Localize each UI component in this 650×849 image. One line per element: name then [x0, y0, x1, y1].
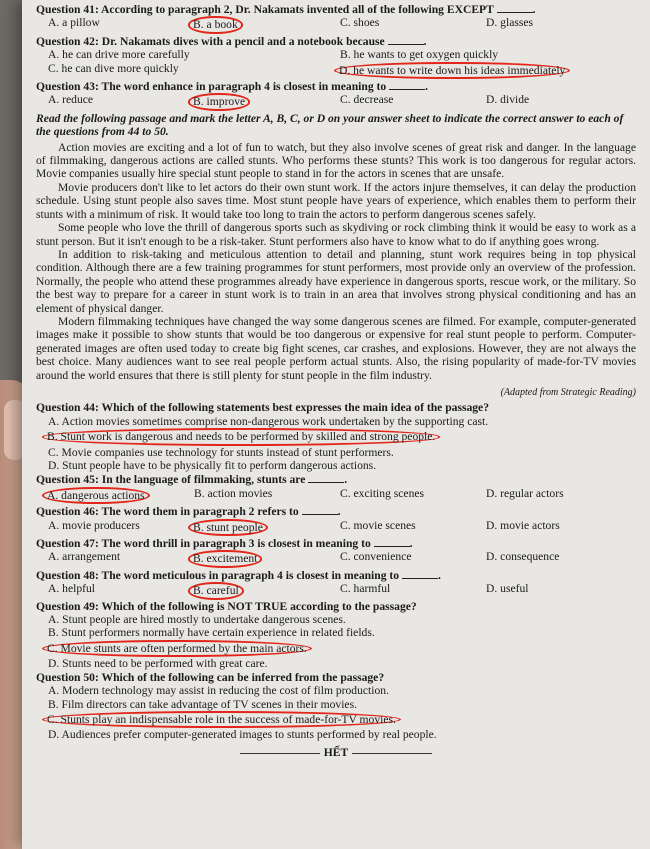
- passage-paragraph-2: Movie producers don't like to let actors do their own stunt work. If the actors injure themselves, it can delay the production schedule. Using stunt people also saves time. Most stunt people have years of experience, which enables them to perform their stunts with a minimum of risk. It would take too long to train the actors to perform dangerous scenes safely.: [36, 180, 636, 221]
- question-48-stem: Question 48: The word meticulous in paragraph 4 is closest in meaning to: [36, 568, 400, 582]
- question-48: Question 48: The word meticulous in paragraph 4 is closest in meaning to .: [36, 568, 441, 582]
- option-41-d[interactable]: D. glasses: [486, 16, 534, 30]
- answer-circle: B. excitement: [188, 550, 262, 567]
- option-46-c[interactable]: C. movie scenes: [340, 518, 416, 532]
- answer-blank: [302, 504, 338, 515]
- option-47-c[interactable]: C. convenience: [340, 550, 412, 564]
- question-47: Question 47: The word thrill in paragraph 3 is closest in meaning to .: [36, 537, 413, 551]
- passage-paragraph-5: Modern filmmaking techniques have changed the way some dangerous scenes are filmed. For example, computer-generated images make it possible to show stunts that would be too dangerous or expensive for real stunt people to perform. Computer-generated images are often used today to create big fight scenes, car crashes, and explosions. However, they are not always the best choice. Many audiences want to see real people perform actual stunts. Also, the rising popularity of made-for-TV movies around the world ensures that there is still plenty for stunt people in the film industry.: [36, 314, 636, 382]
- answer-circle: B. a book: [188, 16, 243, 33]
- option-42-c[interactable]: C. he can dive more quickly: [48, 61, 179, 75]
- option-43-d[interactable]: D. divide: [486, 93, 530, 107]
- answer-blank: [389, 79, 425, 90]
- exam-sheet: [36, 2, 636, 759]
- option-50-c[interactable]: [48, 711, 632, 728]
- option-45-c[interactable]: C. exciting scenes: [340, 486, 425, 500]
- question-45-options: [36, 487, 636, 504]
- answer-blank: [497, 2, 533, 13]
- option-47-a[interactable]: A. arrangement: [48, 550, 121, 564]
- option-49-d[interactable]: D. Stunts need to be performed with great care.: [48, 657, 268, 671]
- option-48-d[interactable]: D. useful: [486, 582, 529, 596]
- question-46-stem: Question 46: The word them in paragraph 2 refers to: [36, 505, 299, 519]
- answer-circle: C. Movie stunts are often performed by the main actors.: [42, 640, 312, 657]
- passage-paragraph-4: In addition to risk-taking and meticulous attention to detail and planning, stunt work requires being in top physical condition. Although there are a few training programmes for stunt performers, most provide only an overview of the profession. Normally, the people who attend these programmes already have experience in dangerous sports, rescue work, or the military. So the best way to prepare for a career in stunt work is to train in an area that involves strong physical conditioning and has an element of physical danger.: [36, 247, 636, 315]
- option-45-b[interactable]: B. action movies: [194, 486, 273, 500]
- question-45: Question 45: In the language of filmmaking, stunts are .: [36, 473, 348, 487]
- question-49: Question 49: Which of the following is NOT TRUE according to the passage?: [36, 599, 417, 613]
- answer-blank: [402, 568, 438, 579]
- option-50-d[interactable]: D. Audiences prefer computer-generated images to stunts performed by real people.: [48, 728, 437, 742]
- question-43-stem: Question 43: The word enhance in paragraph 4 is closest in meaning to: [36, 80, 387, 94]
- option-48-a[interactable]: A. helpful: [48, 582, 96, 596]
- question-42-stem: Question 42: Dr. Nakamats dives with a pencil and a notebook because: [36, 34, 385, 48]
- answer-circle: C. Stunts play an indispensable role in the success of made-for-TV movies.: [42, 711, 401, 728]
- question-41: Question 41: According to paragraph 2, Dr. Nakamats invented all of the following EXCEPT .: [36, 3, 536, 16]
- footer-rule-left: [240, 753, 320, 754]
- question-43: Question 43: The word enhance in paragraph 4 is closest in meaning to .: [36, 80, 429, 94]
- answer-blank: [374, 536, 410, 547]
- question-41-options: [36, 16, 636, 33]
- question-47-stem: Question 47: The word thrill in paragraph 3 is closest in meaning to: [36, 537, 371, 551]
- option-42-a[interactable]: A. he can drive more carefully: [48, 48, 190, 62]
- answer-circle: B. careful: [188, 582, 244, 599]
- option-50-a[interactable]: A. Modern technology may assist in reducing the cost of film production.: [48, 684, 389, 698]
- end-marker: [36, 746, 636, 759]
- answer-blank: [388, 34, 424, 45]
- option-44-b[interactable]: [48, 428, 632, 445]
- option-43-a[interactable]: A. reduce: [48, 93, 94, 107]
- option-45-a[interactable]: [48, 487, 194, 504]
- question-50: Question 50: Which of the following can be inferred from the passage?: [36, 670, 385, 684]
- option-47-b[interactable]: [194, 550, 340, 567]
- question-46: Question 46: The word them in paragraph 2 refers to .: [36, 505, 341, 519]
- passage-paragraph-1: Action movies are exciting and a lot of fun to watch, but they also involve scenes of great risk and danger. In the language of filmmaking, dangerous actions are called stunts. Who performs these stunts? This work is too dangerous for regular actors. Movie companies usually hire special stunt people to stand in for the actors in scenes that are unsafe.: [36, 140, 636, 181]
- option-41-c[interactable]: C. shoes: [340, 16, 380, 30]
- question-44-options: [36, 415, 636, 473]
- question-42: Question 42: Dr. Nakamats dives with a pencil and a notebook because .: [36, 34, 427, 48]
- question-48-options: [36, 582, 636, 599]
- option-43-b[interactable]: [194, 93, 340, 110]
- answer-circle: B. stunt people: [188, 519, 268, 536]
- option-49-b[interactable]: B. Stunt performers normally have certain experience in related fields.: [48, 626, 375, 640]
- question-50-options: [36, 684, 636, 742]
- answer-circle: A. dangerous actions: [42, 487, 150, 504]
- option-41-a[interactable]: A. a pillow: [48, 16, 100, 30]
- option-46-a[interactable]: A. movie producers: [48, 518, 140, 532]
- question-47-options: [36, 550, 636, 567]
- passage-paragraph-3: Some people who love the thrill of dangerous sports such as skydiving or rock climbing think it would be easy to work as a stunt person. But it isn't enough to be a risk-taker. Stunt performers also have to know what to do if anything goes wrong.: [36, 221, 636, 248]
- option-48-b[interactable]: [194, 582, 340, 599]
- question-46-options: [36, 519, 636, 536]
- option-48-c[interactable]: C. harmful: [340, 582, 391, 596]
- option-47-d[interactable]: D. consequence: [486, 550, 560, 564]
- option-42-d[interactable]: [340, 62, 632, 79]
- footer-text: HẾT: [323, 745, 349, 759]
- reading-instruction: Read the following passage and mark the letter A, B, C, or D on your answer sheet to indicate the correct answer to each of the questions from 44 to 50.: [36, 111, 624, 139]
- question-43-options: [36, 93, 636, 110]
- option-42-b[interactable]: B. he wants to get oxygen quickly: [340, 48, 499, 62]
- option-46-d[interactable]: D. movie actors: [486, 518, 560, 532]
- option-49-a[interactable]: A. Stunt people are hired mostly to undertake dangerous scenes.: [48, 613, 346, 627]
- answer-circle: D. he wants to write down his ideas immediately: [334, 62, 570, 79]
- passage-source: (Adapted from Strategic Reading): [500, 386, 636, 398]
- answer-circle: B. Stunt work is dangerous and needs to be performed by skilled and strong people.: [42, 428, 440, 445]
- option-44-c[interactable]: C. Movie companies use technology for stunts instead of stunt performers.: [48, 445, 394, 459]
- footer-rule-right: [352, 753, 432, 754]
- question-49-options: [36, 613, 636, 671]
- option-44-d[interactable]: D. Stunt people have to be physically fit to perform dangerous actions.: [48, 459, 377, 472]
- exam-paper: [22, 0, 650, 849]
- question-41-stem: Question 41: According to paragraph 2, Dr. Nakamats invented all of the following EXCEPT: [36, 3, 494, 16]
- answer-blank: [308, 472, 344, 483]
- question-44: Question 44: Which of the following statements best expresses the main idea of the passage?: [36, 401, 490, 415]
- option-44-a[interactable]: A. Action movies sometimes comprise non-dangerous work undertaken by the supporting cast.: [48, 414, 489, 428]
- option-45-d[interactable]: D. regular actors: [486, 486, 564, 500]
- answer-circle: B. improve: [188, 93, 250, 110]
- option-43-c[interactable]: C. decrease: [340, 93, 394, 107]
- option-50-b[interactable]: B. Film directors can take advantage of TV scenes in their movies.: [48, 697, 357, 711]
- question-45-stem: Question 45: In the language of filmmaking, stunts are: [36, 473, 306, 487]
- option-46-b[interactable]: [194, 519, 340, 536]
- option-41-b[interactable]: [194, 16, 340, 33]
- option-49-c[interactable]: [48, 640, 632, 657]
- question-42-options: [36, 48, 636, 79]
